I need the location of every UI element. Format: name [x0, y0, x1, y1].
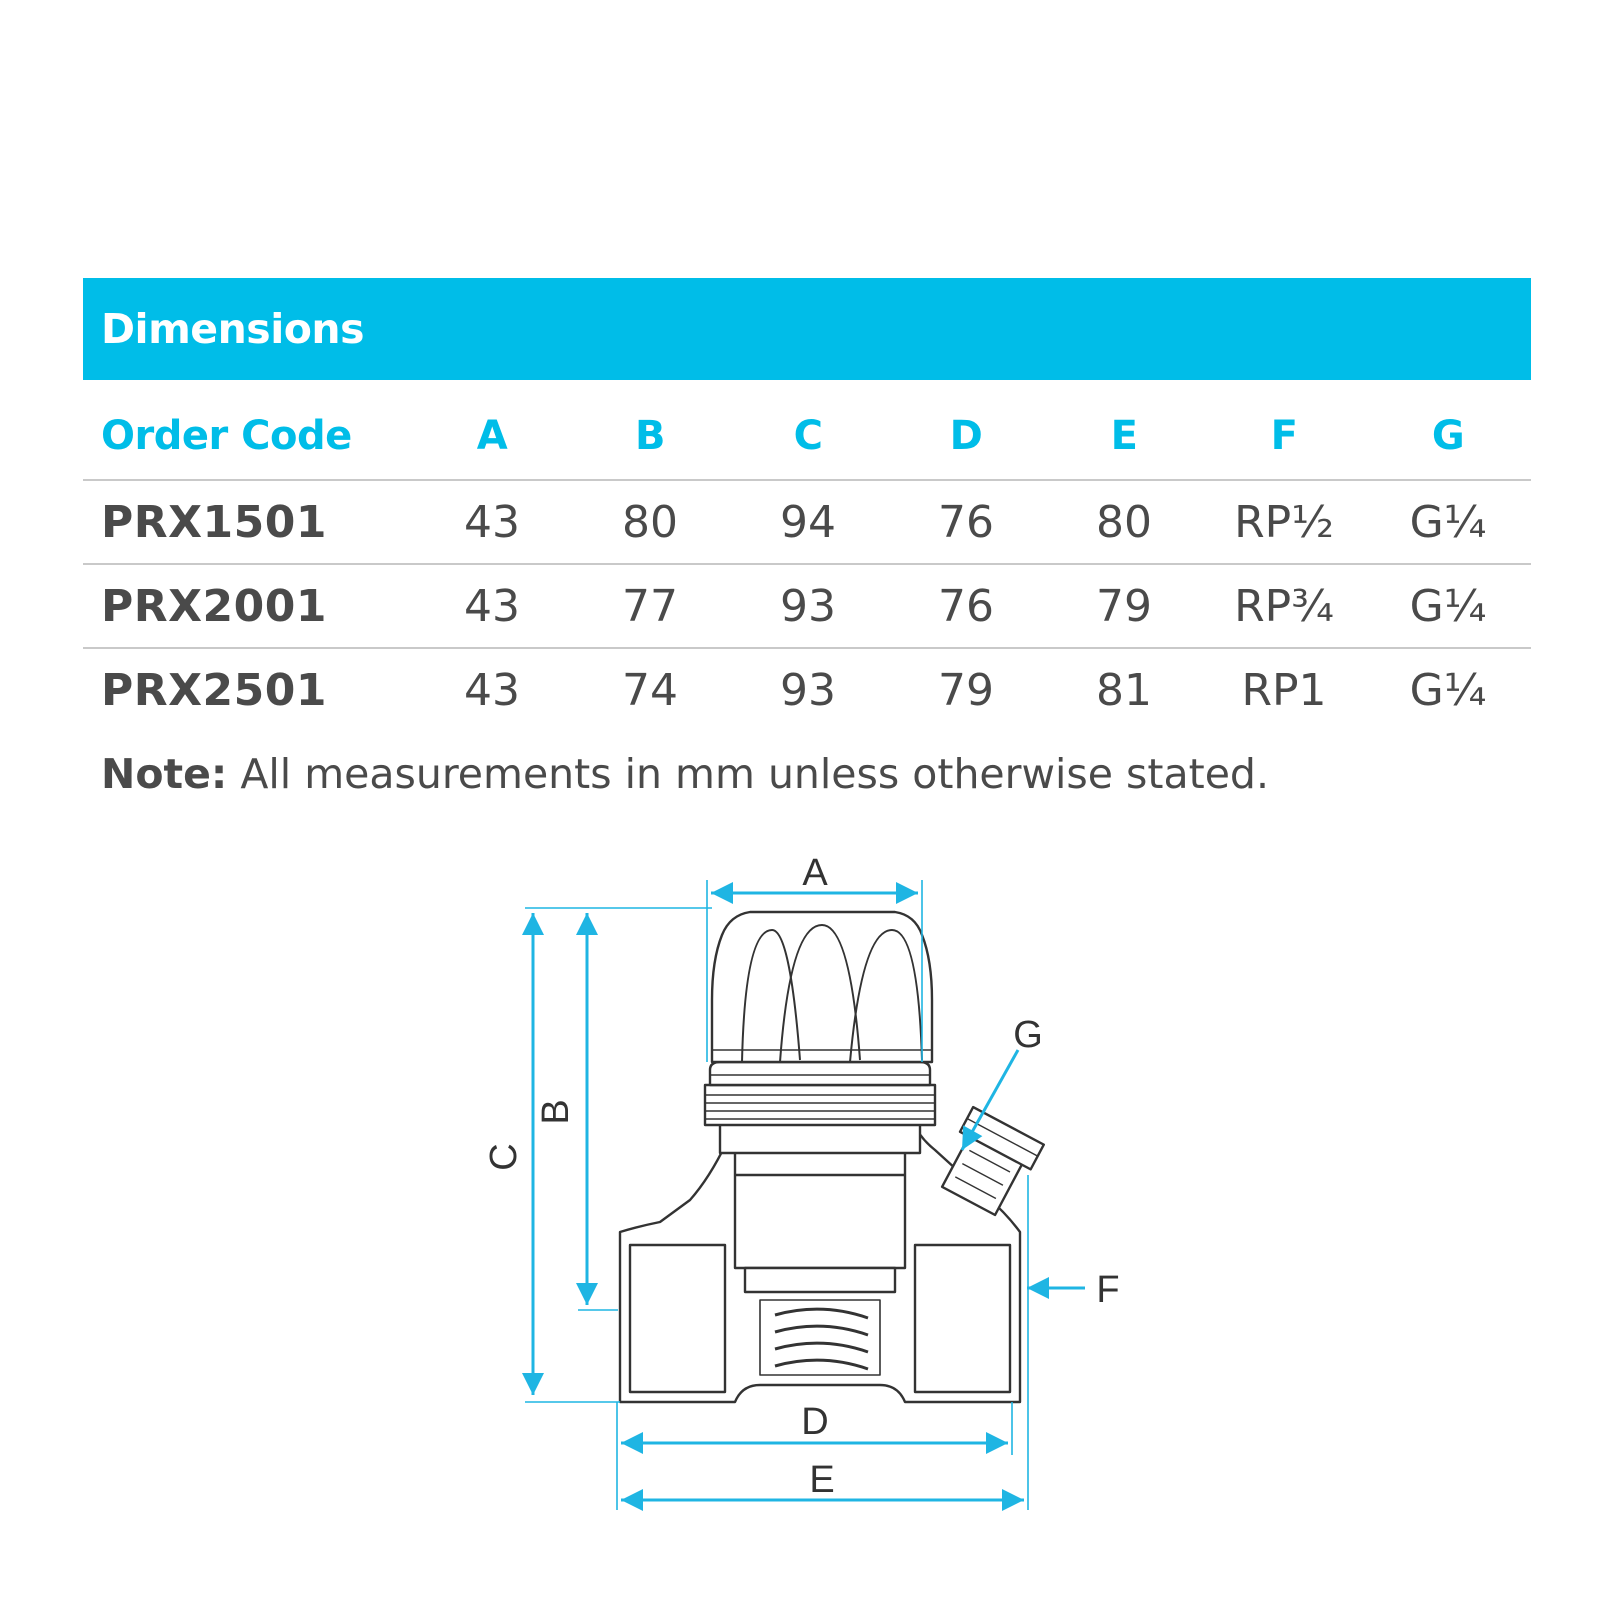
- order-code-cell: PRX2001: [83, 564, 413, 648]
- column-header-f: F: [1203, 392, 1365, 480]
- valve-outline: [620, 912, 1044, 1402]
- table-cell: 76: [887, 480, 1045, 564]
- dimension-label-d: D: [801, 1401, 829, 1443]
- dimension-label-b: B: [535, 1099, 577, 1125]
- table-cell: 80: [571, 480, 729, 564]
- table-cell: 79: [938, 665, 994, 716]
- order-code-cell: PRX2501: [101, 665, 328, 716]
- column-header-g: G: [1365, 392, 1531, 480]
- table-cell: 79: [1045, 564, 1203, 648]
- table-cell: 81: [1096, 665, 1152, 716]
- table-cell: 74: [622, 665, 678, 716]
- note-text: All measurements in mm unless otherwise stated.: [227, 750, 1269, 798]
- table-cell: G¼: [1409, 665, 1487, 716]
- table-cell: 43: [464, 665, 520, 716]
- table-cell: 94: [729, 480, 887, 564]
- column-header-c: C: [729, 392, 887, 480]
- table-cell: RP1: [1241, 665, 1327, 716]
- table-cell: RP½: [1203, 480, 1365, 564]
- table-cell: 93: [729, 564, 887, 648]
- column-header-d: D: [887, 392, 1045, 480]
- dimension-label-c: C: [483, 1143, 525, 1171]
- table-cell: 93: [780, 665, 836, 716]
- note-label: Note:: [101, 750, 228, 798]
- dimension-label-e: E: [809, 1459, 835, 1501]
- column-header-b: B: [571, 392, 729, 480]
- table-cell: 43: [413, 480, 571, 564]
- table-cell: G¼: [1365, 480, 1531, 564]
- table-cell: 80: [1045, 480, 1203, 564]
- dimension-label-a: A: [802, 852, 828, 894]
- order-code-cell: PRX1501: [83, 480, 413, 564]
- table-cell: 76: [887, 564, 1045, 648]
- dimension-label-f: F: [1096, 1269, 1120, 1311]
- column-header-order-code: Order Code: [83, 392, 413, 480]
- table-cell: G¼: [1365, 564, 1531, 648]
- table-cell: RP¾: [1203, 564, 1365, 648]
- column-header-a: A: [413, 392, 571, 480]
- table-cell: 43: [413, 564, 571, 648]
- dimension-label-g: G: [1013, 1014, 1043, 1056]
- section-title: Dimensions: [101, 305, 365, 353]
- column-header-e: E: [1045, 392, 1203, 480]
- table-cell: 77: [571, 564, 729, 648]
